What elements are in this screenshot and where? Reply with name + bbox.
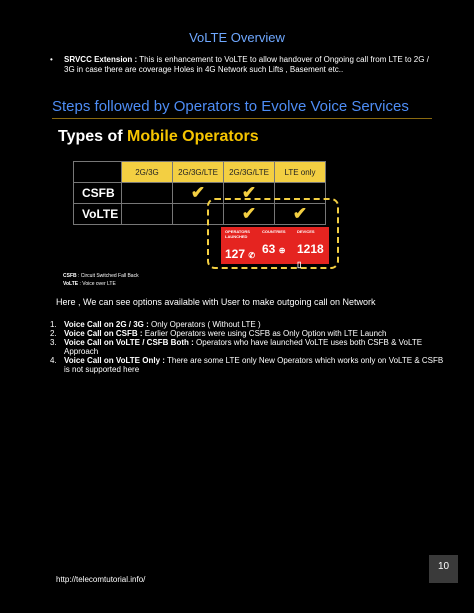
stat-label: COUNTRIES	[262, 229, 286, 234]
list-item: 1. Voice Call on 2G / 3G : Only Operators ( Without LTE )	[50, 320, 261, 329]
globe-icon: ⊕	[278, 246, 286, 255]
column-header: 2G/3G/LTE	[173, 162, 224, 183]
check-icon: ✔	[190, 183, 206, 202]
table-cell	[122, 204, 173, 225]
figure-legend	[63, 272, 139, 288]
legend-item: CSFB : Circuit Switched Fall Back	[63, 273, 139, 279]
check-icon: ✔	[292, 204, 308, 223]
figure-title-prefix: Types of	[58, 128, 128, 145]
check-icon: ✔	[241, 204, 257, 223]
device-icon: ▯	[297, 260, 302, 269]
steps-list	[50, 320, 444, 374]
stat-label: DEVICES	[297, 229, 315, 234]
stat-label: OPERATORS LAUNCHED	[225, 229, 250, 239]
stat-value: 127	[225, 247, 246, 261]
stat-devices	[297, 229, 330, 270]
stat-operators	[225, 229, 258, 261]
footer-link[interactable]: http://telecomtutorial.info/	[56, 575, 146, 584]
section-divider	[52, 118, 432, 119]
table-cell	[122, 183, 173, 204]
page-number: 10	[429, 555, 458, 583]
column-header: LTE only	[275, 162, 326, 183]
row-label: CSFB	[74, 183, 122, 204]
table-header-row	[74, 162, 326, 183]
column-header: 2G/3G	[122, 162, 173, 183]
stat-value: 1218	[297, 242, 324, 256]
bullet-term: SRVCC Extension :	[64, 55, 138, 64]
row-label: VoLTE	[74, 204, 122, 225]
page-title: VoLTE Overview	[189, 30, 285, 45]
list-item: 4. Voice Call on VoLTE Only : There are some LTE only New Operators which works only on VoLTE & CSFB is not supported here	[50, 356, 444, 374]
volte-stats-panel	[221, 227, 329, 269]
list-item: 2. Voice Call on CSFB : Earlier Operators were using CSFB as Only Option with LTE Launch	[50, 329, 387, 338]
section-heading: Steps followed by Operators to Evolve Voice Services	[52, 98, 409, 115]
check-icon: ✔	[241, 183, 257, 202]
bullet-marker: •	[50, 55, 53, 64]
phone-icon: ✆	[248, 251, 256, 260]
bullet-text: This is enhancement to VoLTE to allow handover of Ongoing call from LTE to 2G / 3G in case there are coverage Holes in 4G Network such Lifts , Basement etc..	[64, 55, 429, 74]
legend-item: VoLTE : Voice over LTE	[63, 281, 116, 287]
intro-text: Here , We can see options available with User to make outgoing call on Network	[56, 297, 376, 307]
stat-countries	[262, 229, 295, 256]
column-header: 2G/3G/LTE	[224, 162, 275, 183]
table-corner-cell	[74, 162, 122, 183]
stat-value: 63	[262, 242, 276, 256]
list-item: 3. Voice Call on VoLTE / CSFB Both : Operators who have launched VoLTE uses both CSFB & VoLTE Approach	[50, 338, 423, 356]
figure-title	[58, 128, 259, 146]
figure-title-highlight: Mobile Operators	[127, 128, 259, 145]
